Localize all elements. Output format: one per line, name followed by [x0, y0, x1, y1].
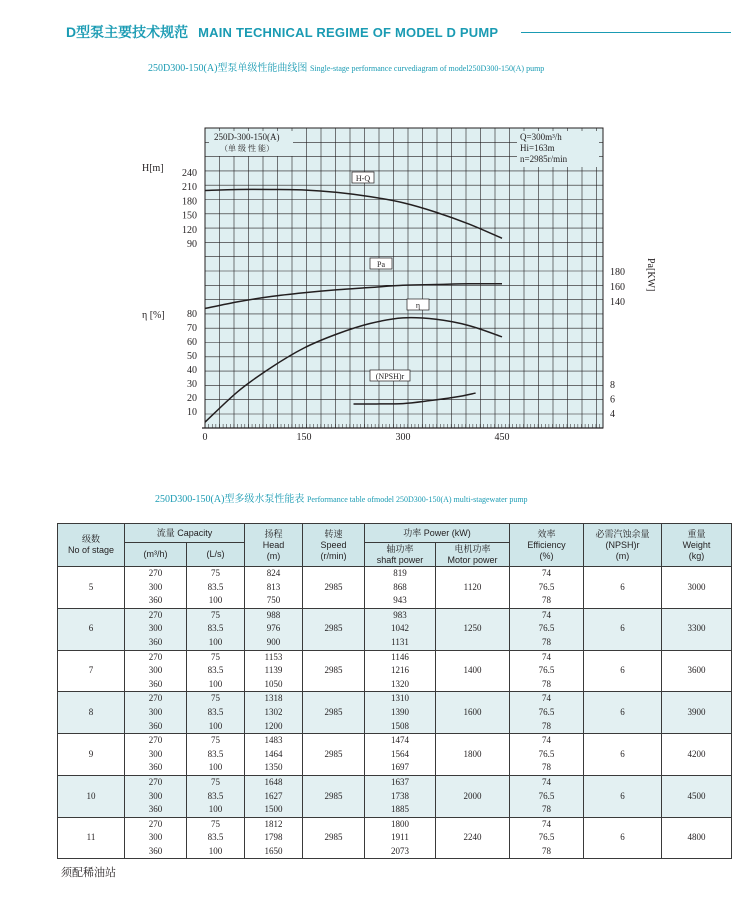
cell-shaft-power — [365, 775, 436, 817]
cell-flow-ls-value: 83.5 — [207, 581, 224, 592]
cell-flow-ls-value: 100 — [208, 845, 223, 856]
head-axis-label: H[m] — [142, 163, 164, 174]
cell-speed: 2985 — [303, 734, 365, 776]
cell-flow-m3h-value: 270 — [148, 735, 163, 746]
cell-shaft-power-value: 1885 — [391, 804, 409, 815]
cell-flow-m3h-value: 300 — [148, 623, 163, 634]
th-capacity: 流量 Capacity — [125, 524, 245, 543]
info-line: Hi=163m — [520, 143, 555, 153]
cell-shaft-power-value: 943 — [393, 595, 407, 606]
cell-shaft-power-value: 1508 — [391, 720, 409, 731]
cell-flow-ls-value: 75 — [211, 651, 220, 662]
cell-motor-power: 1600 — [436, 692, 510, 734]
cell-efficiency — [510, 650, 584, 692]
cell-stage: 10 — [58, 775, 125, 817]
cell-efficiency-value: 78 — [542, 762, 552, 773]
cell-head-value: 750 — [266, 595, 281, 606]
cell-npsh: 6 — [584, 817, 662, 859]
cell-flow-m3h — [125, 734, 187, 776]
cell-shaft-power — [365, 608, 436, 650]
cell-flow-m3h-value: 270 — [148, 609, 163, 620]
cell-stage: 11 — [58, 817, 125, 859]
cell-weight: 4800 — [662, 817, 732, 859]
info-line: Q=300m³/h — [520, 132, 562, 142]
cell-flow-m3h — [125, 650, 187, 692]
cell-shaft-power-value: 1697 — [391, 762, 409, 773]
cell-flow-m3h — [125, 567, 187, 609]
cell-head-value: 1798 — [264, 832, 283, 843]
cell-head-value: 1500 — [264, 804, 283, 815]
th-capacity-ls: (L/s) — [187, 543, 245, 567]
table-row — [58, 567, 732, 609]
cell-flow-m3h-value: 270 — [148, 693, 163, 704]
cell-stage: 9 — [58, 734, 125, 776]
cell-flow-m3h-value: 270 — [148, 651, 163, 662]
cell-npsh: 6 — [584, 567, 662, 609]
cell-motor-power: 2000 — [436, 775, 510, 817]
cell-flow-ls — [187, 608, 245, 650]
cell-flow-ls — [187, 734, 245, 776]
cell-flow-ls-value: 83.5 — [207, 665, 224, 676]
table-row — [58, 608, 732, 650]
cell-head-value: 900 — [266, 636, 281, 647]
series-label: Pa — [377, 260, 385, 269]
cell-flow-ls-value: 100 — [208, 678, 223, 689]
cell-head-value: 1648 — [264, 776, 283, 787]
head-tick-label: 150 — [182, 210, 197, 222]
cell-weight: 3000 — [662, 567, 732, 609]
cell-shaft-power-value: 1738 — [391, 790, 409, 801]
cell-weight: 3900 — [662, 692, 732, 734]
table-row — [58, 817, 732, 859]
cell-npsh: 6 — [584, 692, 662, 734]
head-tick-label: 90 — [187, 239, 197, 250]
cell-shaft-power-value: 1216 — [391, 665, 409, 676]
cell-head — [245, 692, 303, 734]
cell-shaft-power-value: 1800 — [391, 818, 409, 829]
performance-table — [57, 523, 732, 859]
cell-shaft-power-value: 868 — [393, 581, 407, 592]
cell-head-value: 1483 — [264, 735, 283, 746]
cell-flow-ls — [187, 775, 245, 817]
power-tick-label: 160 — [610, 282, 625, 293]
eff-tick-label: 30 — [187, 379, 197, 390]
cell-shaft-power — [365, 692, 436, 734]
cell-npsh: 6 — [584, 734, 662, 776]
header-title-en: MAIN TECHNICAL REGIME OF MODEL D PUMP — [198, 25, 499, 40]
cell-head-value: 1139 — [264, 665, 283, 676]
cell-shaft-power-value: 1390 — [391, 706, 409, 717]
cell-npsh: 6 — [584, 608, 662, 650]
cell-flow-ls-value: 83.5 — [207, 748, 224, 759]
cell-head-value: 1200 — [264, 720, 283, 731]
cell-efficiency-value: 78 — [542, 804, 552, 815]
cell-shaft-power-value: 1131 — [391, 636, 409, 647]
th-capacity-m3h: (m³/h) — [125, 543, 187, 567]
cell-shaft-power-value: 1146 — [391, 651, 409, 662]
cell-stage: 6 — [58, 608, 125, 650]
power-tick-label: 140 — [610, 297, 625, 308]
th-head: 扬程 Head (m) — [245, 524, 303, 567]
cell-flow-ls-value: 100 — [208, 804, 223, 815]
cell-shaft-power-value: 1474 — [391, 735, 409, 746]
cell-efficiency — [510, 734, 584, 776]
npsh-tick-label: 6 — [610, 394, 615, 406]
table-row — [58, 650, 732, 692]
th-power: 功率 Power (kW) — [365, 524, 510, 543]
cell-flow-ls — [187, 692, 245, 734]
eff-tick-label: 70 — [187, 323, 197, 334]
cell-efficiency — [510, 567, 584, 609]
cell-speed: 2985 — [303, 608, 365, 650]
table-caption-en: Performance table ofmodel 250D300-150(A) multi-stagewater pump — [306, 495, 528, 504]
cell-flow-m3h — [125, 817, 187, 859]
cell-shaft-power-value: 1310 — [391, 693, 409, 704]
cell-stage: 8 — [58, 692, 125, 734]
eff-tick-label: 50 — [187, 351, 197, 362]
cell-stage: 7 — [58, 650, 125, 692]
cell-efficiency-value: 78 — [542, 845, 552, 856]
cell-flow-ls-value: 75 — [211, 609, 220, 620]
cell-head-value: 824 — [266, 568, 281, 578]
cell-motor-power: 1800 — [436, 734, 510, 776]
cell-shaft-power-value: 1042 — [391, 623, 409, 634]
cell-head-value: 1350 — [264, 762, 283, 773]
cell-weight: 4500 — [662, 775, 732, 817]
cell-head-value: 1318 — [264, 693, 283, 704]
cell-flow-ls — [187, 567, 245, 609]
cell-head-value: 813 — [266, 581, 281, 592]
cell-motor-power: 1250 — [436, 608, 510, 650]
cell-efficiency — [510, 692, 584, 734]
cell-flow-ls-value: 75 — [211, 568, 220, 578]
cell-shaft-power — [365, 817, 436, 859]
cell-shaft-power-value: 819 — [393, 568, 407, 578]
cell-flow-ls-value: 75 — [211, 735, 220, 746]
cell-motor-power: 2240 — [436, 817, 510, 859]
cell-flow-ls-value: 100 — [208, 762, 223, 773]
eff-tick-label: 20 — [187, 393, 197, 404]
table-caption-cn: 250D300-150(A)型多级水泵性能表 — [155, 494, 305, 505]
header-title-cn: D型泵主要技术规范 — [66, 24, 189, 40]
cell-flow-ls-value: 100 — [208, 720, 223, 731]
cell-shaft-power-value: 1564 — [391, 748, 409, 759]
model-label: 250D-300-150(A) — [214, 132, 280, 142]
cell-flow-m3h-value: 360 — [148, 595, 163, 606]
cell-efficiency-value: 78 — [542, 720, 552, 731]
x-tick-label: 300 — [395, 432, 411, 443]
cell-weight: 3600 — [662, 650, 732, 692]
eff-axis-label: η [%] — [142, 310, 165, 321]
cell-head — [245, 775, 303, 817]
cell-head — [245, 734, 303, 776]
cell-shaft-power-value: 1911 — [391, 832, 409, 843]
info-line: n=2985r/min — [520, 154, 568, 164]
cell-flow-m3h-value: 300 — [148, 581, 163, 592]
th-speed: 转速 Speed (r/min) — [303, 524, 365, 567]
npsh-tick-label: 8 — [610, 380, 615, 391]
cell-efficiency-value: 78 — [542, 595, 552, 606]
cell-flow-m3h-value: 270 — [148, 568, 163, 578]
cell-flow-m3h — [125, 608, 187, 650]
cell-head-value: 1302 — [264, 706, 283, 717]
chart-grid — [205, 128, 603, 428]
cell-flow-ls-value: 75 — [211, 693, 220, 704]
series-label: (NPSH)r — [375, 372, 405, 381]
cell-efficiency-value: 76.5 — [538, 832, 555, 843]
cell-head-value: 1153 — [264, 651, 283, 662]
cell-efficiency-value: 76.5 — [538, 706, 555, 717]
cell-shaft-power-value: 983 — [393, 609, 407, 620]
cell-flow-ls-value: 75 — [211, 818, 220, 829]
x-tick-label: 450 — [494, 432, 510, 443]
cell-flow-m3h-value: 360 — [148, 678, 163, 689]
cell-flow-m3h-value: 270 — [148, 776, 163, 787]
cell-shaft-power — [365, 567, 436, 609]
cell-shaft-power-value: 2073 — [391, 845, 409, 856]
cell-flow-ls-value: 75 — [211, 776, 220, 787]
cell-head-value: 1050 — [264, 678, 283, 689]
cell-efficiency-value: 76.5 — [538, 748, 555, 759]
cell-speed: 2985 — [303, 775, 365, 817]
cell-efficiency-value: 74 — [542, 693, 552, 704]
cell-stage: 5 — [58, 567, 125, 609]
eff-tick-label: 10 — [187, 407, 197, 418]
x-tick-label: 0 — [202, 432, 208, 443]
plot-background — [205, 128, 603, 428]
th-efficiency: 效率 Efficiency (%) — [510, 524, 584, 567]
cell-flow-ls-value: 83.5 — [207, 790, 224, 801]
cell-efficiency — [510, 608, 584, 650]
power-tick-label: 180 — [610, 267, 625, 278]
cell-flow-m3h-value: 270 — [148, 818, 163, 829]
cell-flow-ls-value: 100 — [208, 636, 223, 647]
cell-flow-m3h — [125, 692, 187, 734]
cell-shaft-power — [365, 734, 436, 776]
cell-head-value: 1812 — [264, 818, 283, 829]
cell-speed: 2985 — [303, 817, 365, 859]
cell-weight: 4200 — [662, 734, 732, 776]
cell-head-value: 1650 — [264, 845, 283, 856]
cell-head — [245, 817, 303, 859]
head-tick-label: 180 — [182, 196, 197, 208]
cell-efficiency — [510, 817, 584, 859]
cell-motor-power: 1120 — [436, 567, 510, 609]
cell-head — [245, 650, 303, 692]
table-row — [58, 692, 732, 734]
x-tick-label: 150 — [296, 432, 312, 443]
series-label: η — [415, 301, 421, 310]
cell-flow-m3h-value: 300 — [148, 665, 163, 676]
chart-caption-en: Single-stage performance curvediagram of model250D300-150(A) pump — [309, 64, 545, 73]
th-npsh: 必需汽蚀余量 (NPSH)r (m) — [584, 524, 662, 567]
cell-flow-ls-value: 100 — [208, 595, 223, 606]
cell-efficiency-value: 74 — [542, 776, 552, 787]
cell-flow-m3h-value: 300 — [148, 790, 163, 801]
cell-flow-m3h-value: 360 — [148, 845, 163, 856]
th-stage: 级数 No of stage — [58, 524, 125, 567]
cell-speed: 2985 — [303, 650, 365, 692]
cell-flow-ls — [187, 650, 245, 692]
cell-efficiency-value: 74 — [542, 651, 552, 662]
head-tick-label: 120 — [182, 224, 197, 236]
cell-flow-m3h-value: 300 — [148, 748, 163, 759]
table-row — [58, 775, 732, 817]
cell-head — [245, 567, 303, 609]
cell-efficiency-value: 74 — [542, 609, 552, 620]
cell-weight: 3300 — [662, 608, 732, 650]
cell-npsh: 6 — [584, 775, 662, 817]
cell-flow-m3h-value: 360 — [148, 762, 163, 773]
cell-flow-m3h-value: 360 — [148, 804, 163, 815]
head-tick-label: 240 — [182, 168, 197, 179]
th-shaft-power: 轴功率 shaft power — [365, 543, 436, 567]
power-axis-label: Pa[KW] — [645, 258, 656, 292]
cell-flow-m3h — [125, 775, 187, 817]
cell-efficiency-value: 76.5 — [538, 665, 555, 676]
footer-note: 须配稀油站 — [61, 867, 116, 879]
head-tick-label: 210 — [182, 182, 197, 194]
cell-efficiency-value: 78 — [542, 678, 552, 689]
cell-flow-ls-value: 83.5 — [207, 623, 224, 634]
model-label-cn: （单 级 性 能） — [220, 144, 274, 153]
chart-caption-cn: 250D300-150(A)型泵单级性能曲线图 — [148, 63, 308, 74]
eff-tick-label: 60 — [187, 337, 197, 348]
cell-head-value: 976 — [266, 623, 281, 634]
cell-efficiency-value: 76.5 — [538, 623, 555, 634]
cell-speed: 2985 — [303, 692, 365, 734]
cell-speed: 2985 — [303, 567, 365, 609]
cell-efficiency-value: 74 — [542, 568, 552, 578]
cell-shaft-power-value: 1320 — [391, 678, 409, 689]
cell-flow-m3h-value: 300 — [148, 706, 163, 717]
cell-efficiency-value: 74 — [542, 818, 552, 829]
cell-flow-m3h-value: 360 — [148, 720, 163, 731]
cell-shaft-power — [365, 650, 436, 692]
cell-head — [245, 608, 303, 650]
cell-efficiency-value: 74 — [542, 735, 552, 746]
cell-flow-ls-value: 83.5 — [207, 706, 224, 717]
cell-efficiency-value: 78 — [542, 636, 552, 647]
cell-head-value: 1627 — [264, 790, 283, 801]
eff-tick-label: 80 — [187, 309, 197, 320]
cell-flow-ls-value: 83.5 — [207, 832, 224, 843]
table-row — [58, 734, 732, 776]
cell-efficiency-value: 76.5 — [538, 790, 555, 801]
npsh-tick-label: 4 — [610, 409, 615, 420]
eff-tick-label: 40 — [187, 365, 197, 376]
cell-flow-m3h-value: 300 — [148, 832, 163, 843]
th-weight: 重量 Weight (kg) — [662, 524, 732, 567]
th-motor-power: 电机功率 Motor power — [436, 543, 510, 567]
cell-flow-ls — [187, 817, 245, 859]
cell-head-value: 988 — [266, 609, 281, 620]
series-label: H-Q — [355, 174, 371, 183]
cell-head-value: 1464 — [264, 748, 283, 759]
table-caption — [155, 490, 528, 505]
cell-motor-power: 1400 — [436, 650, 510, 692]
cell-shaft-power-value: 1637 — [391, 776, 409, 787]
cell-efficiency-value: 76.5 — [538, 581, 555, 592]
cell-npsh: 6 — [584, 650, 662, 692]
cell-flow-m3h-value: 360 — [148, 636, 163, 647]
cell-efficiency — [510, 775, 584, 817]
